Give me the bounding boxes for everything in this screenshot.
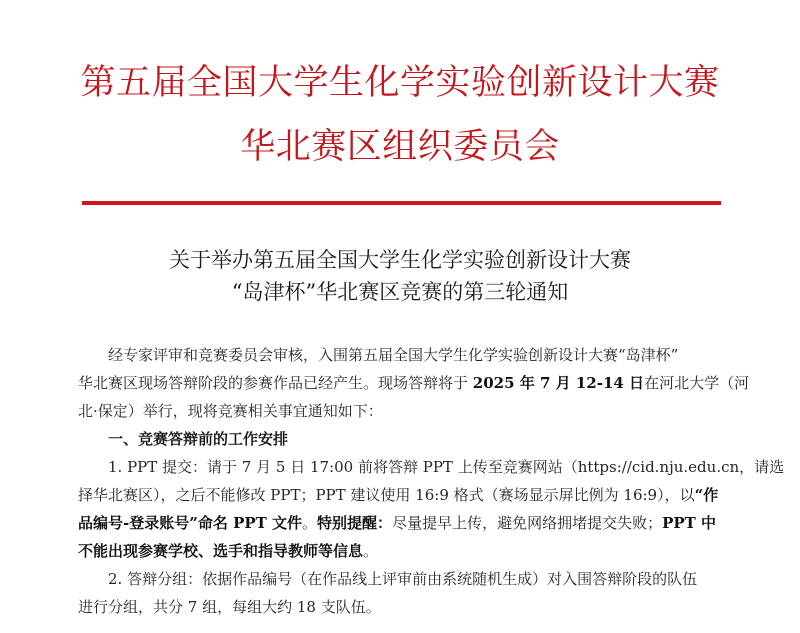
letterhead-divider [82, 201, 721, 205]
item1-line4: 不能出现参赛学校、选手和指导教师等信息。 [78, 542, 379, 560]
intro-line3: 北·保定）举行，现将竞赛相关事宜通知如下： [78, 402, 383, 420]
item1-line3: 品编号-登录账号”命名 PPT 文件。特别提醒：尽量提早上传，避免网络拥堵提交失败；PPT 中 [78, 514, 717, 532]
letterhead-subtitle: 华北赛区组织委员会 [240, 127, 560, 167]
notice-title-line1: 关于举办第五届全国大学生化学实验创新设计大赛 [169, 248, 631, 272]
item2-line2: 进行分组，共分 7 组，每组大约 18 支队伍。 [78, 598, 381, 616]
document-body [78, 341, 785, 621]
intro-line1: 经专家评审和竞赛委员会审核，入围第五届全国大学生化学实验创新设计大赛“岛津杯” [108, 346, 679, 364]
section-heading: 一、竞赛答辩前的工作安排 [108, 430, 289, 448]
intro-line2: 华北赛区现场答辩阶段的参赛作品已经产生。现场答辩将于 2025 年 7 月 12-14 日在河北大学（河 [78, 374, 750, 392]
item2-line1: 2. 答辩分组：依据作品编号（在作品线上评审前由系统随机生成）对入围答辩阶段的队伍 [108, 570, 698, 588]
item1-line2: 择华北赛区），之后不能修改 PPT；PPT 建议使用 16:9 格式（赛场显示屏比例为 16:9），以“作 [78, 486, 719, 504]
notice-title-line2: “岛津杯”华北赛区竞赛的第三轮通知 [231, 280, 569, 304]
letterhead-title: 第五届全国大学生化学实验创新设计大赛 [80, 63, 720, 103]
item1-line1: 1. PPT 提交：请于 7 月 5 日 17:00 前将答辩 PPT 上传至竞赛网站（https://cid.nju.edu.cn，请选 [108, 458, 785, 476]
